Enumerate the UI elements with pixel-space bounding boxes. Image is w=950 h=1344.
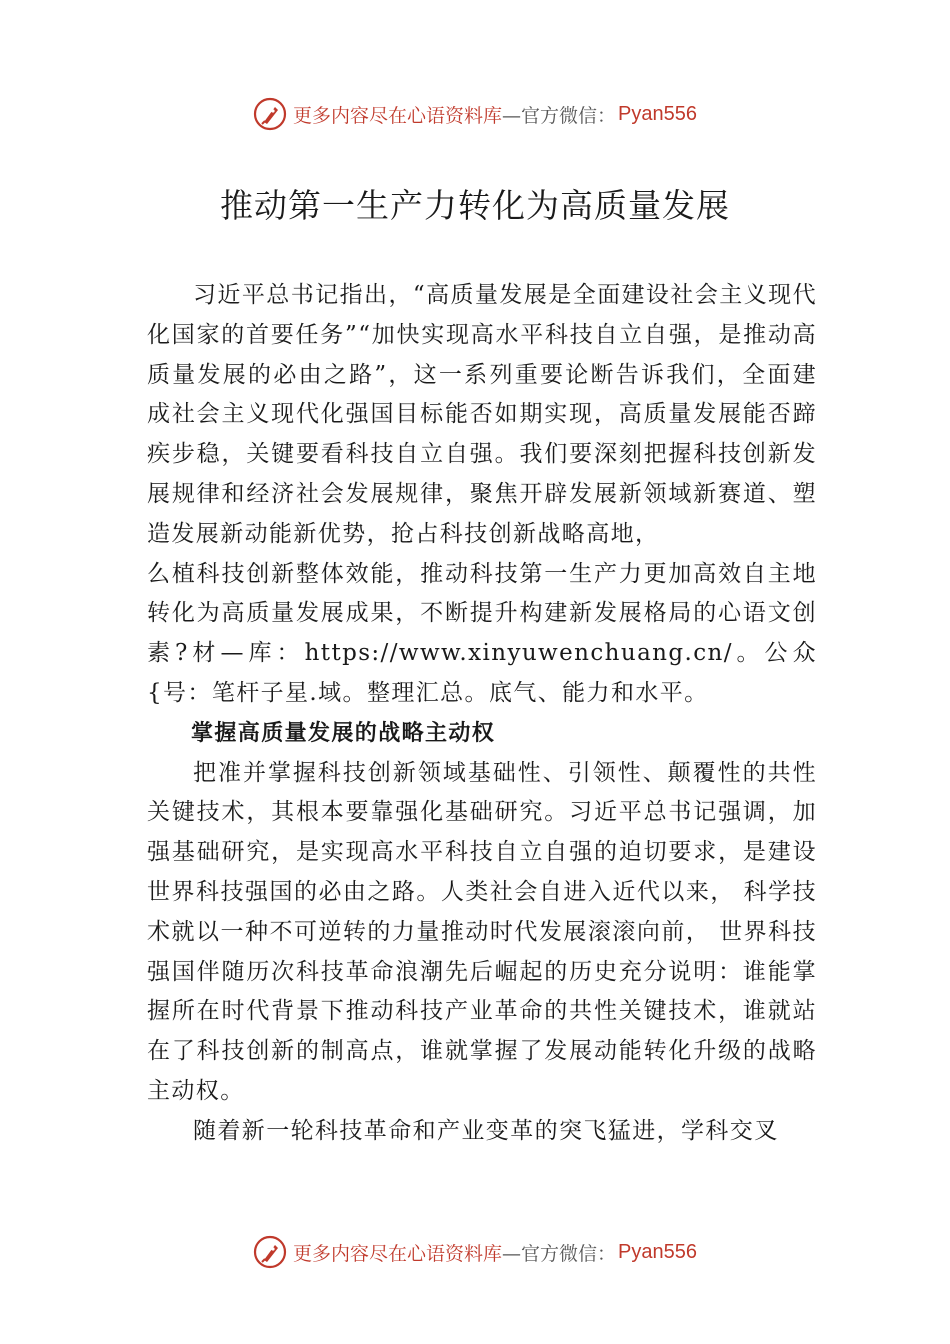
footer-banner	[0, 1232, 950, 1272]
intro-paragraph-part-2: 么植科技创新整体效能，推动科技第一生产力更加高效自主地转化为高质量发展成果，不断提升构建新发展格局的心语文创素?材—库：https://www.xinyuwenchuang.cn/。公众{号：笔杆子星.域。整理汇总。底气、能力和水平。	[147, 560, 817, 706]
pen-nib-logo-icon	[253, 97, 287, 131]
banner-wechat-handle: Pyan556	[618, 102, 697, 125]
section-heading: 掌握高质量发展的战略主动权	[191, 720, 496, 746]
banner-official-text: —官方微信：	[502, 104, 617, 127]
banner-lead-text: 更多内容尽在心语资料库	[293, 104, 503, 127]
header-banner	[0, 94, 950, 134]
banner-wechat-handle: Pyan556	[618, 1240, 697, 1263]
intro-paragraph	[147, 276, 817, 714]
intro-paragraph-part-1: 习近平总书记指出，“高质量发展是全面建设社会主义现代化国家的首要任务”“加快实现高水平科技自立自强，是推动高质量发展的必由之路”，这一系列重要论断告诉我们，全面建成社会主义现代化强国目标能否如期实现，高质量发展能否蹄疾步稳，关键要看科技自立自强。我们要深刻把握科技创新发展规律和经济社会发展规律，聚焦开辟发展新领域新赛道、塑造发展新动能新优势，抢占科技创新战略高地，	[147, 282, 817, 547]
page-title: 推动第一生产力转化为高质量发展	[220, 186, 730, 225]
banner-official-text: —官方微信：	[502, 1242, 617, 1265]
banner-lead-text: 更多内容尽在心语资料库	[293, 1242, 503, 1265]
pen-nib-logo-icon	[253, 1235, 287, 1269]
section-paragraph: 随着新一轮科技革命和产业变革的突飞猛进，学科交叉	[193, 1117, 779, 1144]
article-body	[147, 276, 817, 1152]
section-paragraph: 把准并掌握科技创新领域基础性、引领性、颠覆性的共性关键技术，其根本要靠强化基础研究。习近平总书记强调，加强基础研究，是实现高水平科技自立自强的迫切要求，是建设世界科技强国的必由之路。人类社会自进入近代以来， 科学技术就以一种不可逆转的力量推动时代发展滚滚向前， 世界科技强国伴随历次科技革命浪潮先后崛起的历史充分说明：谁能掌握所在时代背景下推动科技产业革命的共性关键技术，谁就站在了科技创新的制高点，谁就掌握了发展动能转化升级的战略主动权。	[147, 759, 817, 1104]
